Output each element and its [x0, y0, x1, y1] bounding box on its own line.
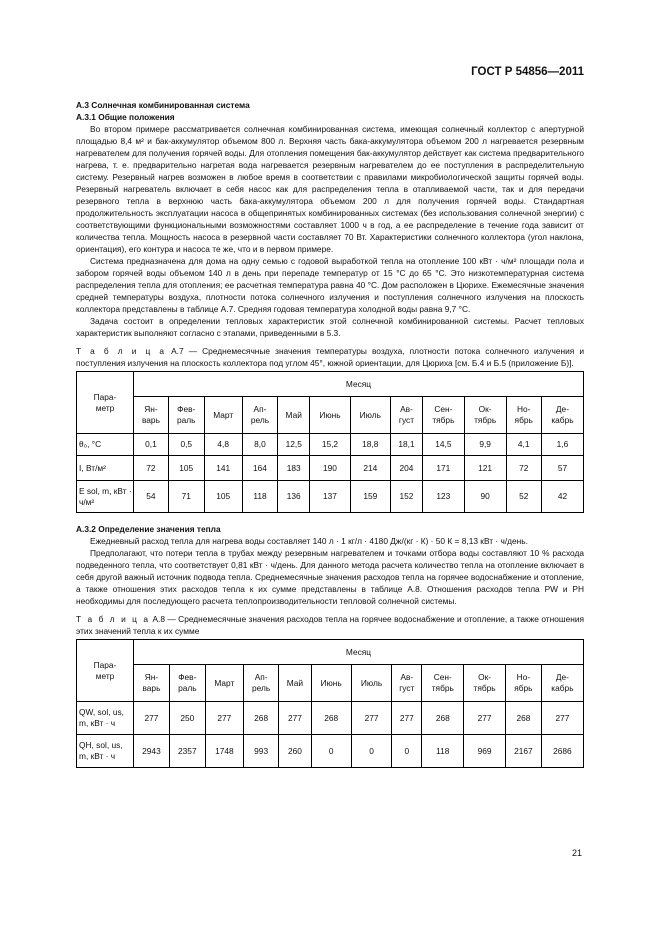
- table-cell: 0,1: [134, 434, 169, 456]
- paragraph: Система предназначена для дома на одну семью с годовой выработкой тепла на отопление 100 кВт · ч/м² площади пола и забором горячей воды объемом 140 л в день при перепаде температур от 15 °С до 65 °С. Это низкотемпературная система распределения тепла для отопления; ее расчетная температура равна 40 °С. Дом расположен в Цюрихе. Ежемесячные значения средней температуры воздуха, плотности потока солнечного излучения и поступления солнечного излучения на плоскость коллектора представлены в таблице А.7. Средняя годовая температура холодной воды равна 9,7 °С.: [76, 256, 584, 314]
- table-cell: 164: [242, 456, 277, 481]
- paragraph: Ежедневный расход тепла для нагрева воды составляет 140 л · 1 кг/л · 4180 Дж/(кг · К) · 50 К = 8,13 кВт · ч/день.: [90, 536, 528, 546]
- table-cell: 12,5: [278, 434, 310, 456]
- month-cell: Ав- густ: [392, 665, 422, 702]
- table-cell: 105: [204, 481, 242, 513]
- table-cell: 90: [464, 481, 506, 513]
- month-cell: Ап- рель: [242, 397, 277, 434]
- table-cell: 4,1: [506, 434, 541, 456]
- table-cell: 8,0: [242, 434, 277, 456]
- months-row: [77, 665, 584, 702]
- table-cell: 72: [134, 456, 169, 481]
- table-cell: 141: [204, 456, 242, 481]
- table-cell: 18,8: [350, 434, 390, 456]
- table-cell: 118: [242, 481, 277, 513]
- table-cell: 123: [423, 481, 465, 513]
- table-cell: 969: [464, 735, 506, 768]
- month-header: Месяц: [134, 372, 584, 397]
- month-cell: Май: [279, 665, 311, 702]
- table-cell: 2167: [505, 735, 541, 768]
- month-cell: Ап- рель: [243, 665, 278, 702]
- table-a8-caption: [76, 613, 584, 637]
- table-cell: 277: [541, 702, 583, 735]
- table-row: [77, 456, 584, 481]
- table-cell: 118: [422, 735, 464, 768]
- table-cell: 1748: [205, 735, 243, 768]
- table-cell: 15,2: [310, 434, 350, 456]
- table-cell: 277: [134, 702, 170, 735]
- table-cell: 1,6: [541, 434, 583, 456]
- table-cell: 136: [278, 481, 310, 513]
- month-cell: Март: [204, 397, 242, 434]
- table-cell: 277: [205, 702, 243, 735]
- month-cell: Фев- раль: [169, 665, 205, 702]
- page-content: [76, 99, 584, 768]
- paragraph: Во втором примере рассматривается солнечная комбинированная система, имеющая солнечный коллектор с апертурной площадью 8,4 м² и бак-аккумулятор объемом 800 л. Верхняя часть бака-аккумулятора объемом 200 л нагревается резервным нагревателем для получения горячей воды. Для отопления помещения бак-аккумулятор действует как система предварительного нагрева, т. е. предварительно нагретая вода нагревается резервным нагревателем до ее поступления в распределительную систему. Резервный нагрев возможен в любое время в соответствии с правилами микробиологической защиты горячей воды. Резервный нагреватель включает в себя насос как для распределения тепла в отапливаемой части, так и для передачи резервного тепла в верхнюю часть бака-аккумулятора объемом 200 л для получения горячей воды. Стандартная продолжительность эксплуатации насоса в общепринятых комбинированных системах (без использования солнечной энергии) с соответствующими функциональными возможностями составляет 1000 ч в год, а ее распределение в течение года зависит от количества тепла. Мощность насоса в резервной части составляет 70 Вт. Характеристики солнечного коллектора (угол наклона, ориентация), его контура и насоса те же, что и в первом примере.: [76, 124, 584, 254]
- paragraph: Задача состоит в определении тепловых характеристик этой солнечной комбинированной системы. Расчет тепловых характеристик выполняют согласно с этапами, приведенными в 5.3.: [76, 316, 584, 338]
- table-cell: 52: [506, 481, 541, 513]
- table-cell: 4,8: [204, 434, 242, 456]
- table-cell: 250: [169, 702, 205, 735]
- table-cell: 152: [390, 481, 422, 513]
- month-cell: Ян- варь: [134, 665, 170, 702]
- table-cell: 204: [390, 456, 422, 481]
- table-cell: 159: [350, 481, 390, 513]
- table-cell: 0: [351, 735, 391, 768]
- table-a8: [76, 639, 584, 768]
- month-cell: Де- кабрь: [541, 665, 583, 702]
- row-label: θ₀, °С: [77, 434, 134, 456]
- table-cell: 0: [392, 735, 422, 768]
- month-cell: Но- ябрь: [506, 397, 541, 434]
- table-cell: 277: [392, 702, 422, 735]
- month-cell: Сен- тябрь: [423, 397, 465, 434]
- table-cell: 268: [505, 702, 541, 735]
- table-cell: 18,1: [390, 434, 422, 456]
- month-cell: Июнь: [311, 665, 351, 702]
- table-row: [77, 481, 584, 513]
- month-cell: Но- ябрь: [505, 665, 541, 702]
- table-cell: 277: [279, 702, 311, 735]
- month-cell: Фев- раль: [168, 397, 204, 434]
- table-cell: 190: [310, 456, 350, 481]
- table-cell: 268: [422, 702, 464, 735]
- table-cell: 105: [168, 456, 204, 481]
- month-cell: Май: [278, 397, 310, 434]
- table-cell: 72: [506, 456, 541, 481]
- section-a31-title: A.3.1 Общие положения: [76, 112, 175, 122]
- table-cell: 277: [464, 702, 506, 735]
- month-cell: Ав- густ: [390, 397, 422, 434]
- table-cell: 214: [350, 456, 390, 481]
- table-row: [77, 702, 584, 735]
- table-cell: 42: [541, 481, 583, 513]
- month-cell: Ок- тябрь: [464, 397, 506, 434]
- table-cell: 71: [168, 481, 204, 513]
- table-cell: 277: [351, 702, 391, 735]
- param-header: Пара- метр: [77, 640, 134, 702]
- table-cell: 268: [311, 702, 351, 735]
- page-number: 21: [571, 848, 582, 858]
- month-cell: Март: [205, 665, 243, 702]
- table-cell: 54: [134, 481, 169, 513]
- table-cell: 2357: [169, 735, 205, 768]
- param-header: Пара- метр: [77, 372, 134, 434]
- caption-label: Т а б л и ц а: [76, 614, 151, 624]
- table-cell: 121: [464, 456, 506, 481]
- document-id: ГОСТ Р 54856—2011: [471, 66, 584, 78]
- month-cell: Июль: [350, 397, 390, 434]
- paragraph: Предполагают, что потери тепла в трубах между резервным нагревателем и точками отбора воды составляют 10 % расхода подведенного тепла, что соответствует 0,81 кВт · ч/день. Для данного метода расчета количество тепла на отопление включает в себя другой важный источник подвода тепла. Среднемесячные значения расходов тепла на горячее водоснабжение и отопление, а также отношения этих расходов тепла к их сумме представлены в таблице А.8. Отношения расходов тепла PW и PH необходимы для последующего расчета теплопроизводительности тепловой солнечной системы.: [76, 548, 584, 606]
- table-a7: [76, 371, 584, 513]
- table-cell: 137: [310, 481, 350, 513]
- month-cell: Сен- тябрь: [422, 665, 464, 702]
- month-cell: Ок- тябрь: [464, 665, 506, 702]
- table-cell: 171: [423, 456, 465, 481]
- table-cell: 268: [243, 702, 278, 735]
- table-cell: 0,5: [168, 434, 204, 456]
- row-label: E sol, m, кВт · ч/м²: [77, 481, 134, 513]
- month-cell: Июнь: [310, 397, 350, 434]
- month-cell: Ян- варь: [134, 397, 169, 434]
- months-row: [77, 397, 584, 434]
- month-header: Месяц: [134, 640, 584, 665]
- table-cell: 993: [243, 735, 278, 768]
- month-cell: Де- кабрь: [541, 397, 583, 434]
- row-label: I, Вт/м²: [77, 456, 134, 481]
- month-cell: Июль: [351, 665, 391, 702]
- section-a3-title: A.3 Солнечная комбинированная система: [76, 100, 250, 110]
- table-cell: 2686: [541, 735, 583, 768]
- row-label: QW, sol, us, m, кВт · ч: [77, 702, 134, 735]
- row-label: QH, sol, us, m, кВт · ч: [77, 735, 134, 768]
- table-cell: 14,5: [423, 434, 465, 456]
- caption-label: Т а б л и ц а: [76, 346, 166, 356]
- table-row: [77, 735, 584, 768]
- section-a32-title: А.3.2 Определение значения тепла: [76, 524, 221, 534]
- table-cell: 260: [279, 735, 311, 768]
- table-cell: 2943: [134, 735, 170, 768]
- table-cell: 0: [311, 735, 351, 768]
- table-a7-caption: [76, 345, 584, 369]
- caption-text: А.8 — Среднемесячные значения расходов тепла на горячее водоснабжение и отопление, а также отношения этих значений тепла к их сумме: [76, 614, 585, 636]
- table-cell: 183: [278, 456, 310, 481]
- table-row: [77, 434, 584, 456]
- table-cell: 9,9: [464, 434, 506, 456]
- table-cell: 57: [541, 456, 583, 481]
- caption-text: А.7 — Среднемесячные значения температуры воздуха, плотности потока солнечного излучения и поступления излучения на плоскость коллектора под углом 45°, южной ориентации, для Цюриха [см. Б.4 и Б.5 (приложение Б)].: [76, 346, 584, 368]
